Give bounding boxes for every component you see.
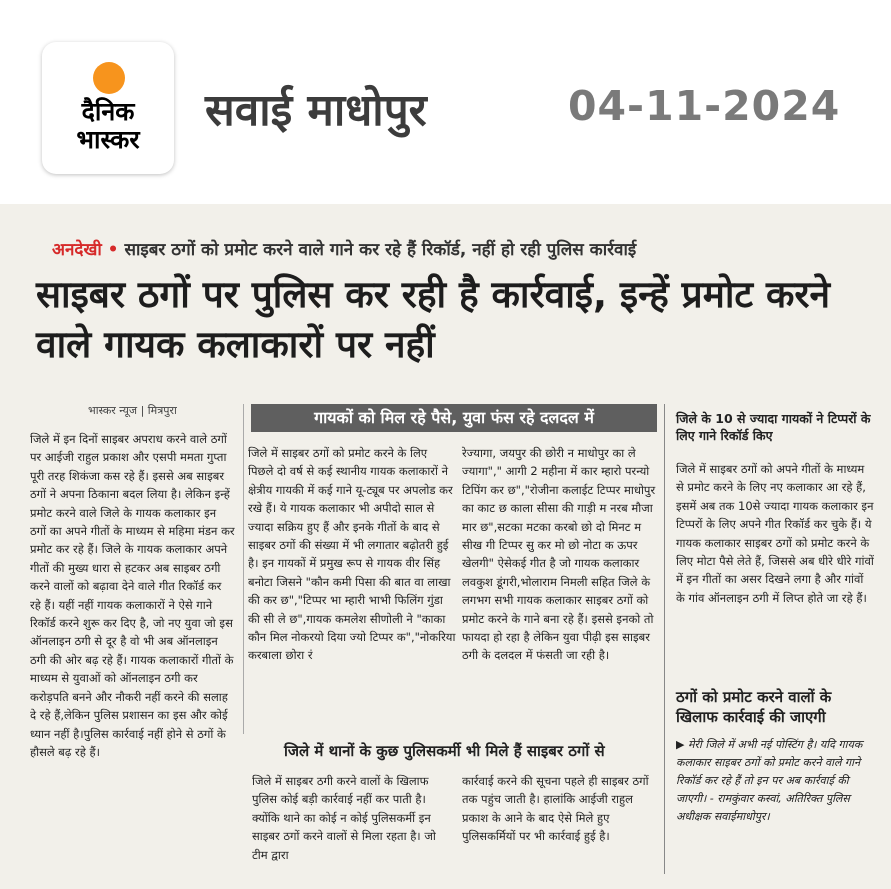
header-bar — [0, 0, 891, 200]
kicker-line — [52, 237, 636, 260]
logo-text-line1: दैनिक — [81, 97, 135, 126]
sidebar-text: जिले में साइबर ठगों को अपने गीतों के माध्यम से प्रमोट करने के लिए नए कलाकार आ रहे हैं, इसमें अब तक 10से ज्यादा गायक कलाकार इन टिप्परों के लिए अपने गीत रिकॉर्ड कर चुके हैं। ये गायक कलाकार साइबर ठगों को प्रमोट करने के लिए मोटा पैसे लेते हैं, जिससे अब धीरे धीरे गांवों में इन गीतों का असर दिखने लगा है और गांवों के गांव ऑनलाइन ठगी में लिप्त होते जा रहे हैं। — [676, 462, 874, 605]
bottom-column-1: जिले में साइबर ठगी करने वालों के खिलाफ पुलिस कोई बड़ी कार्रवाई नहीं कर पाती है। क्योंकि थाने का कोई न कोई पुलिसकर्मी इन साइबर ठगों करने वालों से मिला रहता है। जो टीम द्वारा — [252, 774, 436, 862]
main-headline: साइबर ठगों पर पुलिस कर रही है कार्रवाई, इन्हें प्रमोट करने वाले गायक कलाकारों पर नहीं — [36, 273, 831, 366]
article-column-1: जिले में इन दिनों साइबर अपराध करने वाले ठगों पर आईजी राहुल प्रकाश और एसपी ममता गुप्ता पूरी तरह शिकंजा कस रहे हैं। इससे अब साइबर ठगों ने अपना ठिकाना बदल लिया है। लेकिन इन्हें प्रमोट करने वाले जिले के गायक कलाकार इन ठगों का अपने गीतों के माध्यम से महिमा मंडन कर प्रमोट कर रहे हैं। जिले के गायक कलाकार अपने गीतों की मुख्य धारा से हटकर अब साइबर ठगी करने वालों को बढ़ावा देने वाले गीत रिकॉर्ड कर रहे हैं। यहीं नहीं गायक कलाकारों ने ऐसे गाने रिकॉर्ड करने शुरू कर दिए है, जो नए युवा जो इस ऑनलाइन ठगी से दूर है वो भी अब ऑनलाइन ठगी की ओर बढ़ रहे हैं। गायक कलाकारों गीतों के माध्यम से युवाओं को ऑनलाइन ठगी कर करोड़पति बनने और नौकरी नहीं करने की सलाह दे रहे हैं,लेकिन पुलिस प्रशासन का इस और कोई ध्यान नहीं है।पुलिस कार्रवाई नहीं होने से ठगों के हौसले बढ़ रहे हैं। — [30, 432, 235, 759]
article-column-2: जिले में साइबर ठगों को प्रमोट करने के लिए पिछले दो वर्ष से कई स्थानीय गायक कलाकारों ने क्षेत्रीय गायकी में कई गाने यू-ट्यूब पर अपलोड कर रखे हैं। ये गायक कलाकार भी अपीदो साल से ज्यादा सक्रिय हुए हैं और इनके गीतों के बाद से साइबर ठगों की संख्या में भी लगातार बढ़ोतरी हुई है। इन गायकों में प्रमुख रूप से गायक वीर सिंह बनोटा जिसने "कौन कमी पिसा की बात वा लाखा की कर छ","टिप्पर भा म्हारी भाभी फिलिंग गुंडा की सी ले छ",गायक कमलेश सीणोली ने "काका कौन मिल नोकरयो दिया ज्यो टिप्पर क","नोकरिया करबाला छोरा रं — [248, 446, 456, 663]
sidebar-heading: जिले के 10 से ज्यादा गायकों ने टिप्परों के लिए गाने रिकॉर्ड किए — [676, 411, 871, 443]
kicker-text: साइबर ठगों को प्रमोट करने वाले गाने कर रहे हैं रिकॉर्ड, नहीं हो रही पुलिस कार्रवाई — [124, 240, 637, 260]
sidebar-divider — [664, 404, 665, 874]
sun-icon — [93, 62, 125, 94]
subhead-banner: गायकों को मिल रहे पैसे, युवा फंस रहे दलदल में — [251, 404, 657, 432]
sidebar-heading-2: ठगों को प्रमोट करने वालों के खिलाफ कार्रवाई की जाएगी — [676, 688, 832, 726]
official-quote: ▶ मेरी जिले में अभी नई पोस्टिंग है। यदि गायक कलाकार साइबर ठगों को प्रमोट करने वाले गाने रिकॉर्ड कर रहे हैं तो इन पर अब कार्रवाई की जाएगी। - रामकुंवार कस्वां, अतिरिक्त पुलिस अधीक्षक सवाईमाधोपुर। — [676, 738, 863, 823]
logo-text-line2: भास्कर — [76, 125, 140, 154]
column-divider — [243, 404, 244, 734]
kicker-tag: अनदेखी • — [52, 240, 119, 260]
city-title: सवाई माधोपुर — [205, 85, 427, 136]
edition-date: 04-11-2024 — [568, 82, 841, 130]
dainik-bhaskar-logo — [42, 42, 174, 174]
bottom-column-2: कार्रवाई करने की सूचना पहले ही साइबर ठगों तक पहुंच जाती है। हालांकि आईजी राहुल प्रकाश के आने के बाद ऐसे मिले हुए पुलिसकर्मियों पर भी कार्रवाई हुई है। — [462, 774, 649, 844]
article-column-3: रेज्यागा, जयपुर की छोरी न माधोपुर का ले ज्यागा"," आगी 2 महीना में कार म्हारो परन्यो टिपिंग कर छ","रोजीना कलाईट टिप्पर माधोपुर का काट छ काला सीसा की गाड़ी म नरब मौजा मार छ",सटका मटका करबो छो दो मिनट म सीख गी टिप्पर सु कर मो छो नोटा क ऊपर खेलगी" ऐसेकई गीत है जो गायक कलाकार लवकुश डूंगरी,भोलाराम निमली सहित जिले के लगभग सभी गायक कलाकार साइबर ठगों को प्रमोट करने के गाने बना रहे हैं। इससे इनको तो फायदा हो रहा है लेकिन युवा पीढ़ी इस साइबर ठगी के दलदल में फंसती जा रही है। — [462, 446, 656, 663]
byline: भास्कर न्यूज | मित्रपुरा — [88, 404, 177, 417]
secondary-banner: जिले में थानों के कुछ पुलिसकर्मी भी मिले हैं साइबर ठगों से — [284, 742, 605, 760]
